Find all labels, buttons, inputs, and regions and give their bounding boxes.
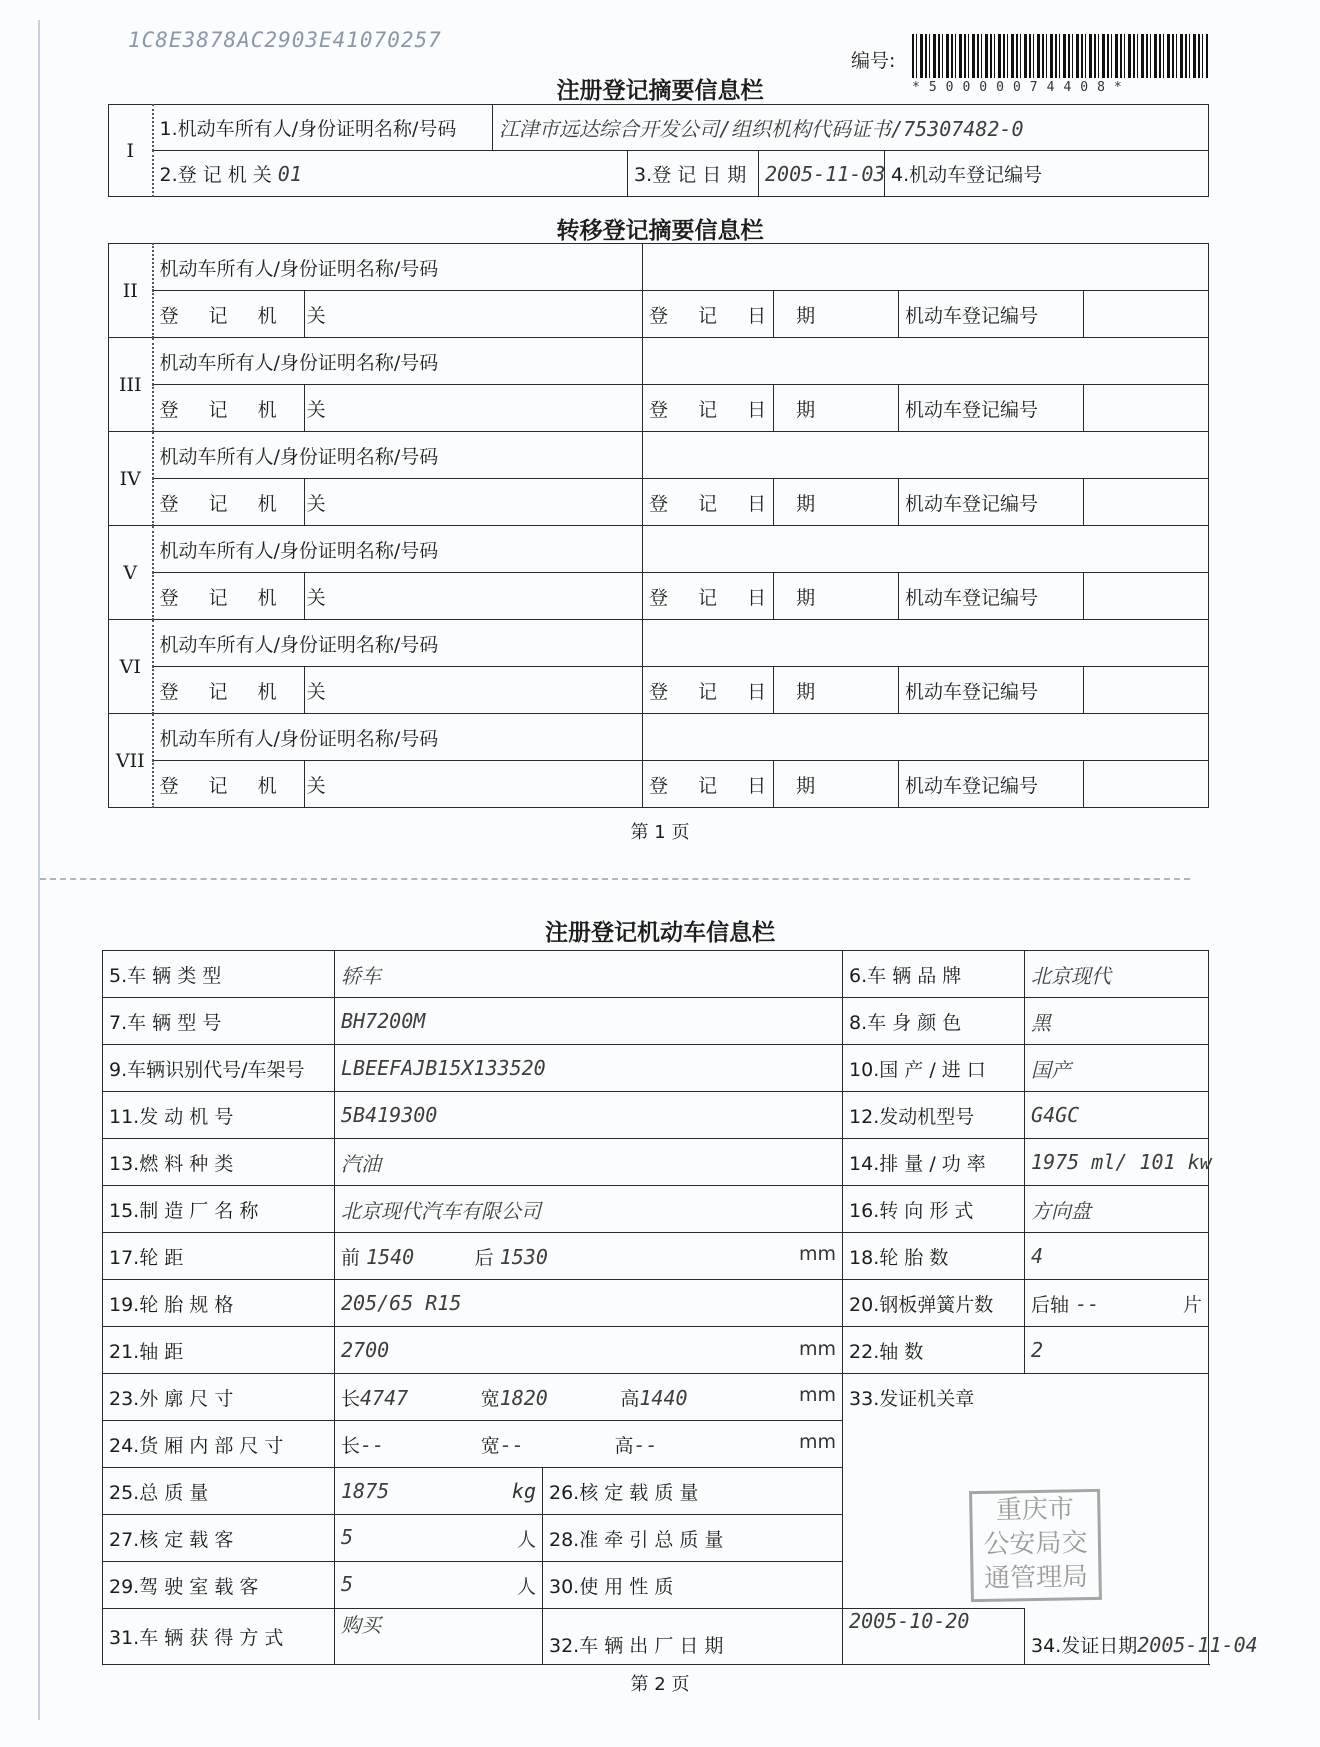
label-21: 21.轴 距 (103, 1327, 335, 1374)
owner-value: 江津市远达综合开发公司/组织机构代码证书/75307482-0 (493, 105, 1209, 151)
value-18: 4 (1025, 1233, 1209, 1280)
label-31: 31.车 辆 获 得 方 式 (103, 1609, 335, 1665)
value-23-unit: mm (799, 1383, 837, 1406)
label-6: 6.车 辆 品 牌 (843, 951, 1025, 998)
transfer-owner-value (643, 620, 1209, 667)
transfer-row-7-details (109, 761, 1209, 808)
transfer-date-label: 登 记 日 期 (643, 761, 774, 808)
transfer-owner-value (643, 244, 1209, 291)
label-17: 17.轮 距 (103, 1233, 335, 1280)
value-17-rear-label: 后 (474, 1246, 494, 1269)
transfer-regno-label: 机动车登记编号 (899, 291, 1084, 338)
transfer-owner-label: 机动车所有人/身份证明名称/号码 (153, 432, 643, 479)
transfer-owner-value (643, 714, 1209, 761)
label-5: 5.车 辆 类 型 (103, 951, 335, 998)
label-34: 34.发证日期 (1031, 1635, 1138, 1657)
value-23-length-label: 长 (341, 1387, 361, 1410)
transfer-authority-label: 登 记 机 关 (153, 291, 305, 338)
transfer-row-4-owner (109, 432, 1209, 479)
row-roman: VII (109, 714, 153, 808)
value-24-width: -- (499, 1432, 524, 1457)
serial-number: 1C8E3878AC2903E41070257 (128, 28, 442, 52)
value-20-count: -- (1075, 1291, 1100, 1316)
value-15: 北京现代汽车有限公司 (335, 1186, 843, 1233)
label-32: 32.车 辆 出 厂 日 期 (543, 1609, 843, 1665)
label-18: 18.轮 胎 数 (843, 1233, 1025, 1280)
transfer-owner-value (643, 526, 1209, 573)
transfer-authority-label: 登 记 机 关 (153, 667, 305, 714)
authority-cell (153, 151, 628, 197)
row-roman: V (109, 526, 153, 620)
value-17-front: 1540 (366, 1244, 415, 1269)
value-14 (1025, 1139, 1212, 1186)
transfer-regno-value (1084, 385, 1209, 432)
page-divider (40, 878, 1190, 880)
label-20: 20.钢板弹簧片数 (843, 1280, 1025, 1327)
stamp-line-3: 通管理局 (983, 1562, 1089, 1594)
value-22: 2 (1025, 1327, 1209, 1374)
label-10: 10.国 产 / 进 口 (843, 1045, 1025, 1092)
label-13: 13.燃 料 种 类 (103, 1139, 335, 1186)
value-31: 购买 (335, 1609, 543, 1665)
transfer-owner-label: 机动车所有人/身份证明名称/号码 (153, 244, 643, 291)
authority-value: 01 (277, 162, 302, 186)
label-26: 26.核 定 载 质 量 (543, 1468, 843, 1515)
value-14-unit2: kw (1187, 1150, 1212, 1174)
transfer-row-2-owner (109, 244, 1209, 291)
transfer-authority-value (305, 573, 643, 620)
value-24-height: -- (633, 1432, 658, 1457)
label-30: 30.使 用 性 质 (543, 1562, 843, 1609)
transfer-authority-label: 登 记 机 关 (153, 385, 305, 432)
value-7: BH7200M (335, 998, 843, 1045)
value-9: LBEEFAJB15X133520 (335, 1045, 843, 1092)
value-29-unit: 人 (516, 1575, 536, 1598)
value-23-height: 1440 (639, 1385, 688, 1410)
value-21 (335, 1327, 843, 1374)
value-27-num: 5 (341, 1524, 354, 1549)
number-label: 编号: (851, 50, 896, 72)
value-20 (1025, 1280, 1209, 1327)
value-24-width-label: 宽 (480, 1434, 500, 1457)
transfer-owner-label: 机动车所有人/身份证明名称/号码 (153, 338, 643, 385)
transfer-authority-label: 登 记 机 关 (153, 479, 305, 526)
value-14-unit1: ml/ (1091, 1150, 1128, 1174)
transfer-row-7-owner (109, 714, 1209, 761)
transfer-row-5-owner (109, 526, 1209, 573)
page-number-2: 第 2 页 (630, 1674, 690, 1695)
value-32: 2005-10-20 (843, 1609, 1025, 1665)
row-roman: III (109, 338, 153, 432)
transfer-regno-value (1084, 667, 1209, 714)
value-13: 汽油 (335, 1139, 843, 1186)
transfer-date-label: 登 记 日 期 (643, 573, 774, 620)
label-23: 23.外 廓 尺 寸 (103, 1374, 335, 1421)
value-23-width-label: 宽 (480, 1387, 500, 1410)
transfer-date-label: 登 记 日 期 (643, 291, 774, 338)
value-24-height-label: 高 (614, 1434, 634, 1457)
row-roman: II (109, 244, 153, 338)
page-number-1: 第 1 页 (630, 822, 690, 843)
value-24 (335, 1421, 843, 1468)
transfer-regno-value (1084, 479, 1209, 526)
label-29: 29.驾 驶 室 载 客 (103, 1562, 335, 1609)
transfer-regno-label: 机动车登记编号 (899, 573, 1084, 620)
reg-date-value: 2005-11-03 (759, 151, 885, 197)
row-roman: IV (109, 432, 153, 526)
value-20-unit: 片 (1183, 1293, 1203, 1316)
transfer-owner-label: 机动车所有人/身份证明名称/号码 (153, 620, 643, 667)
value-14-displacement: 1975 (1031, 1150, 1080, 1174)
label-24: 24.货 厢 内 部 尺 寸 (103, 1421, 335, 1468)
value-14-power: 101 (1139, 1150, 1176, 1174)
registration-summary-table (108, 104, 1209, 197)
transfer-regno-value (1084, 291, 1209, 338)
row-roman-1: I (109, 105, 153, 197)
value-11: 5B419300 (335, 1092, 843, 1139)
value-23-width: 1820 (499, 1385, 548, 1410)
value-17-front-label: 前 (341, 1246, 361, 1269)
value-5: 轿车 (335, 951, 843, 998)
value-19: 205/65 R15 (335, 1280, 843, 1327)
owner-label: 1.机动车所有人/身份证明名称/号码 (153, 105, 493, 151)
label-27: 27.核 定 载 客 (103, 1515, 335, 1562)
transfer-row-3-details (109, 385, 1209, 432)
transfer-authority-value (305, 667, 643, 714)
label-15: 15.制 造 厂 名 称 (103, 1186, 335, 1233)
value-17-rear: 1530 (499, 1244, 548, 1269)
label-12: 12.发动机型号 (843, 1092, 1025, 1139)
transfer-authority-value (305, 479, 643, 526)
stamp-line-1: 重庆市 (995, 1494, 1075, 1526)
transfer-row-6-owner (109, 620, 1209, 667)
label-22: 22.轴 数 (843, 1327, 1025, 1374)
transfer-owner-value (643, 338, 1209, 385)
label-9: 9.车辆识别代号/车架号 (103, 1045, 335, 1092)
value-34: 2005-11-04 (1137, 1633, 1258, 1657)
transfer-row-4-details (109, 479, 1209, 526)
stamp-line-2: 公安局交 (983, 1528, 1088, 1560)
transfer-authority-value (305, 761, 643, 808)
transfer-row-6-details (109, 667, 1209, 714)
value-10: 国产 (1025, 1045, 1209, 1092)
transfer-regno-value (1084, 573, 1209, 620)
label-16: 16.转 向 形 式 (843, 1186, 1025, 1233)
transfer-authority-label: 登 记 机 关 (153, 573, 305, 620)
label-11: 11.发 动 机 号 (103, 1092, 335, 1139)
transfer-owner-label: 机动车所有人/身份证明名称/号码 (153, 714, 643, 761)
transfer-row-5-details (109, 573, 1209, 620)
transfer-row-2-details (109, 291, 1209, 338)
value-23-height-label: 高 (620, 1387, 640, 1410)
scan-edge (38, 20, 40, 1720)
transfer-authority-value (305, 385, 643, 432)
transfer-regno-value (1084, 761, 1209, 808)
value-12: G4GC (1025, 1092, 1209, 1139)
label-7: 7.车 辆 型 号 (103, 998, 335, 1045)
transfer-owner-label: 机动车所有人/身份证明名称/号码 (153, 526, 643, 573)
value-24-length-label: 长 (341, 1434, 361, 1457)
label-25: 25.总 质 量 (103, 1468, 335, 1515)
section-title-vehicle-info: 注册登记机动车信息栏 (545, 920, 775, 946)
value-21-num: 2700 (341, 1338, 390, 1362)
transfer-regno-label: 机动车登记编号 (899, 667, 1084, 714)
label-8: 8.车 身 颜 色 (843, 998, 1025, 1045)
value-17-unit: mm (799, 1242, 837, 1265)
transfer-regno-label: 机动车登记编号 (899, 761, 1084, 808)
value-16: 方向盘 (1025, 1186, 1209, 1233)
value-21-unit: mm (799, 1338, 837, 1360)
value-17 (335, 1233, 843, 1280)
value-6: 北京现代 (1025, 951, 1209, 998)
value-27-unit: 人 (516, 1528, 536, 1551)
value-8: 黑 (1025, 998, 1209, 1045)
transfer-authority-label: 登 记 机 关 (153, 761, 305, 808)
value-24-length: -- (360, 1432, 385, 1457)
transfer-row-3-owner (109, 338, 1209, 385)
value-20-label: 后轴 (1031, 1293, 1070, 1316)
transfer-owner-value (643, 432, 1209, 479)
value-23-length: 4747 (360, 1385, 409, 1410)
value-29 (335, 1562, 543, 1609)
issue-date-cell (1025, 1609, 1258, 1665)
reg-date-label: 3.登 记 日 期 (628, 151, 759, 197)
reg-number-label: 4.机动车登记编号 (885, 151, 1209, 197)
transfer-regno-label: 机动车登记编号 (899, 385, 1084, 432)
transfer-date-label: 登 记 日 期 (643, 479, 774, 526)
transfer-date-label: 登 记 日 期 (643, 667, 774, 714)
barcode-number: *50000074408* (912, 80, 1131, 95)
value-25-num: 1875 (341, 1479, 390, 1503)
transfer-authority-value (305, 291, 643, 338)
value-25-unit: kg (511, 1479, 536, 1503)
value-25 (335, 1468, 543, 1515)
value-29-num: 5 (341, 1571, 354, 1596)
label-14: 14.排 量 / 功 率 (843, 1139, 1025, 1186)
transfer-date-label: 登 记 日 期 (643, 385, 774, 432)
official-seal-stamp (969, 1489, 1102, 1602)
row-roman: VI (109, 620, 153, 714)
value-23 (335, 1374, 843, 1421)
section-title-registration-summary: 注册登记摘要信息栏 (556, 78, 764, 104)
value-27 (335, 1515, 543, 1562)
authority-label: 2.登 记 机 关 (159, 164, 272, 186)
label-28: 28.准 牵 引 总 质 量 (543, 1515, 843, 1562)
value-24-unit: mm (799, 1430, 837, 1453)
label-19: 19.轮 胎 规 格 (103, 1280, 335, 1327)
section-title-transfer-summary: 转移登记摘要信息栏 (556, 218, 764, 244)
transfer-summary-table (108, 243, 1209, 808)
transfer-regno-label: 机动车登记编号 (899, 479, 1084, 526)
label-33: 33.发证机关章 (849, 1388, 975, 1410)
